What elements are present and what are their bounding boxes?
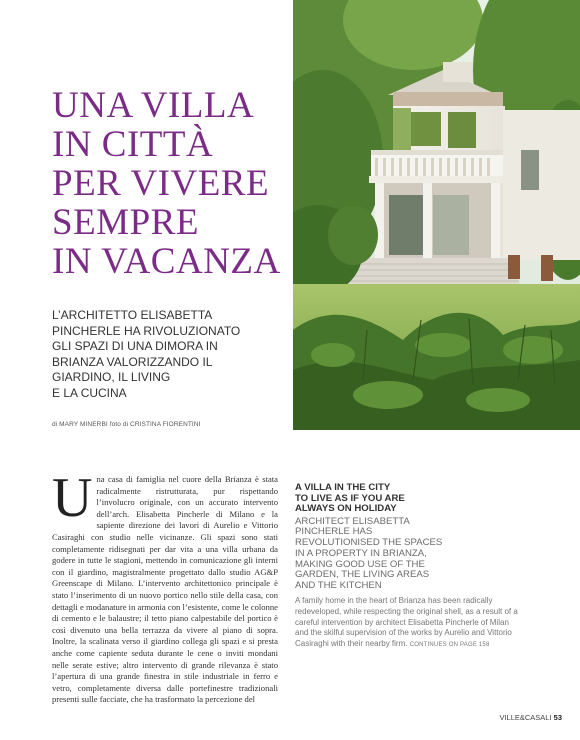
deck-line: E LA CUCINA	[52, 385, 127, 400]
deck-line: PINCHERLE HA RIVOLUZIONATO	[52, 323, 241, 338]
villa-photo-illustration	[293, 0, 580, 430]
deck-line: GLI SPAZI DI UNA DIMORA IN	[52, 339, 218, 353]
deck-subtitle	[52, 308, 287, 401]
english-deck-line: GARDEN, THE LIVING AREAS	[295, 569, 430, 581]
headline	[52, 86, 292, 281]
english-body	[295, 596, 523, 651]
english-headline	[295, 483, 523, 515]
english-deck	[295, 517, 523, 593]
body-paragraph: na casa di famiglia nel cuore della Brianza è stata radicalmente ristrutturata, pur rispettando l’involucro originale, con un accurato intervento dell’arch. Elisabetta Pincherle di Milano e la sapiente direzione dei lavori di Aurelio e Vittorio Casiraghi con studio nelle vicinanze. Gli spazi sono stati completamente ridisegnati per dar vita a una villa urbana da godere in tutte le stagioni, mettendo in comunicazione gli interni con il giardino, magistralmente progettato dallo studio AG&P Greenscape di Milano. L’intervento architettonico principale è stato l’inserimento di un nuovo portico nello stile della casa, con dettagli e modanature in armonia con l’esistente, come le colonne di cemento e le balaustre; il tetto piano calpestabile del portico è così divenuto una bella terrazza da vivere al piano di sopra. Inoltre, la scalinata verso il giardino collega gli spazi e si presta anche come capiente seduta durante le cene o inviti mondani nelle serate estive; altro intervento di grande rilevanza è stato l’apertura di una grande finestra in stile industriale in ferro e vetro, completamente diversa dalle portefinestre tradizionali presenti sulle facciate, che ha trasformato la percezione del	[52, 474, 278, 705]
headline-line: SEMPRE	[52, 202, 199, 243]
english-deck-line: MAKING GOOD USE OF THE	[295, 558, 425, 570]
drop-cap: U	[52, 467, 93, 529]
english-deck-line: REVOLUTIONISED THE SPACES	[295, 537, 443, 549]
headline-line: UNA VILLA	[52, 85, 255, 126]
byline-credits: di MARY MINERBI foto di CRISTINA FIORENTINI	[52, 421, 201, 428]
body-text-italian	[52, 467, 278, 706]
headline-line: IN CITTÀ	[52, 124, 214, 165]
english-headline-line: ALWAYS ON HOLIDAY	[295, 503, 397, 514]
deck-line: L’ARCHITETTO ELISABETTA	[52, 308, 213, 322]
english-deck-line: ARCHITECT ELISABETTA	[295, 515, 410, 527]
continues-on-page-link[interactable]: CONTINUES ON PAGE 158	[409, 642, 490, 649]
deck-line: GIARDINO, IL LIVING	[52, 370, 171, 384]
villa-garden-photo	[293, 0, 580, 430]
english-deck-line: IN A PROPERTY IN BRIANZA,	[295, 547, 427, 559]
headline-line: PER VIVERE	[52, 163, 270, 204]
english-headline-line: TO LIVE AS IF YOU ARE	[295, 492, 405, 504]
english-deck-line: AND THE KITCHEN	[295, 580, 382, 592]
english-body-text: A family home in the heart of Brianza has been radically redeveloped, while respecting the original shell, as a result of a careful intervention by architect Elisabetta Pincherle of Milan and the skilful supervision of the works by Aurelio and Vittorio Casiraghi with their nearby firm.	[295, 596, 518, 649]
magazine-name: VILLE&CASALI	[499, 713, 552, 722]
page-number: 53	[553, 713, 562, 722]
headline-line: IN VACANZA	[52, 241, 281, 282]
english-deck-line: PINCHERLE HAS	[295, 526, 373, 538]
page-folio	[499, 713, 562, 722]
english-headline-line: A VILLA IN THE CITY	[295, 482, 391, 493]
english-summary	[295, 483, 523, 651]
deck-line: BRIANZA VALORIZZANDO IL	[52, 354, 213, 369]
